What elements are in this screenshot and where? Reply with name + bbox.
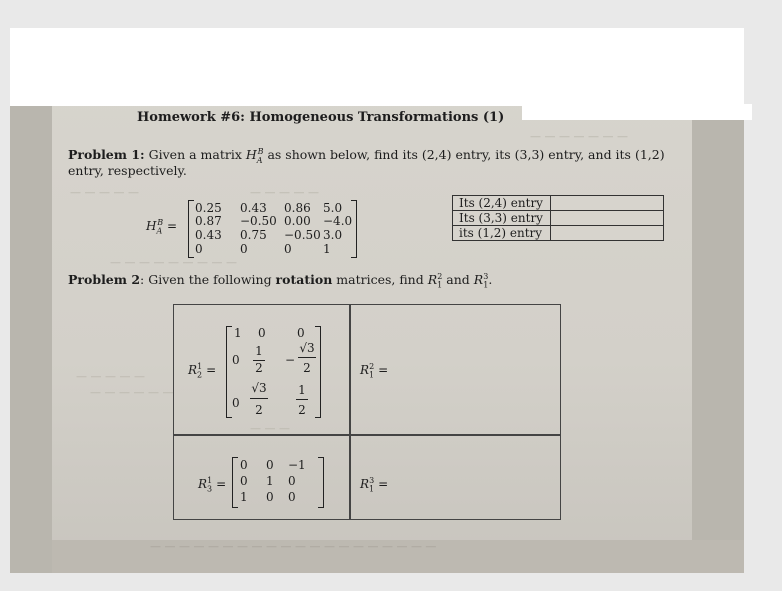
problem1-text-c: entry, respectively. — [68, 163, 187, 178]
r13-matrix-cell: −1 — [288, 458, 306, 472]
r21-symbol: R — [360, 363, 370, 377]
r13-matrix-cell: 1 — [266, 474, 274, 488]
problem1-statement — [68, 147, 665, 165]
problem1-text-b: as shown below, find its (2,4) entry, its (3,3) entry, and its (1,2) — [267, 147, 665, 163]
redaction-block-top — [10, 28, 744, 106]
r31-lhs — [360, 476, 388, 493]
problem2-text-b: matrices, find — [332, 272, 428, 288]
r21-lhs — [360, 362, 388, 379]
matrix-symbol: H — [245, 147, 257, 163]
answer-cell[interactable] — [551, 196, 664, 211]
h-matrix-cell: 0.00 — [284, 214, 311, 228]
r12-symbol: R — [188, 363, 198, 377]
r13-right-bracket — [318, 457, 324, 508]
h-matrix-cell: 0 — [195, 242, 203, 256]
matrix-lhs-sup: B — [157, 218, 164, 227]
r12-m23-sign: − — [285, 353, 296, 367]
r12-sup: 1 — [197, 362, 203, 371]
r12-m32-den: 2 — [255, 403, 263, 417]
r21-equals: = — [378, 363, 389, 377]
answer-row — [453, 196, 664, 211]
r13-matrix-cell: 0 — [288, 490, 296, 504]
bleed-text: — — — — — — — — [530, 130, 628, 143]
h-matrix-cell: −0.50 — [240, 214, 277, 228]
r13-sup: 1 — [207, 476, 213, 485]
h-matrix-cell: 0.75 — [240, 228, 267, 242]
matrix-lhs-sub: A — [156, 226, 163, 236]
bleed-text: — — — — — — [250, 186, 319, 199]
h-matrix-cell: −0.50 — [284, 228, 321, 242]
h-matrix-cell: 0.87 — [195, 214, 222, 228]
bleed-text: — — — — — — — [90, 386, 174, 399]
h-matrix-cell: 0.86 — [284, 201, 311, 215]
r12-m13: 0 — [297, 326, 305, 340]
matrix-lhs-symbol: H — [146, 219, 157, 233]
h-matrix-cell: 1 — [323, 242, 331, 256]
h-matrix-cell: 0.43 — [240, 201, 267, 215]
matrix-left-bracket — [188, 200, 194, 258]
r12-target-sup: 2 — [437, 272, 443, 281]
r12-m32-bar — [250, 398, 268, 399]
answer-cell[interactable] — [551, 226, 664, 241]
r12-m23-den: 2 — [303, 361, 311, 375]
r13-matrix-cell: 0 — [266, 458, 274, 472]
r12-m33-num: 1 — [298, 383, 306, 397]
matrix-right-bracket — [351, 200, 357, 258]
problem1-label: Problem 1: — [68, 147, 145, 163]
matrix-symbol-sup: B — [257, 147, 264, 156]
bleed-text: — — — — [250, 422, 290, 435]
r12-m23-bar — [298, 357, 316, 358]
r12-m31: 0 — [232, 396, 240, 410]
problem2-text-c: and — [442, 272, 474, 288]
r12-m32-num: √3 — [251, 381, 267, 395]
r12-m22-den: 2 — [255, 361, 263, 375]
r12-sub: 2 — [197, 370, 203, 380]
r13-lhs — [198, 476, 226, 493]
bleed-text: — — — — — — [76, 370, 145, 383]
h-matrix-cell: 0 — [284, 242, 292, 256]
h-matrix-cell: 0 — [240, 242, 248, 256]
r12-m33-den: 2 — [298, 403, 306, 417]
matrix-lhs — [146, 218, 177, 235]
r12-m33-bar — [296, 399, 308, 400]
h-matrix-cell: 0.25 — [195, 201, 222, 215]
problem1-text-a: Given a matrix — [148, 147, 242, 163]
r12-m11: 1 — [234, 326, 242, 340]
answer-table — [452, 195, 664, 241]
r31-symbol: R — [360, 477, 370, 491]
redaction-block-right — [522, 104, 752, 120]
r13-matrix-cell: 0 — [240, 458, 248, 472]
r13-matrix-cell: 0 — [240, 474, 248, 488]
problem2-statement — [68, 272, 492, 290]
r12-m23-num: √3 — [299, 341, 315, 355]
answer-row — [453, 211, 664, 226]
r13-matrix-cell: 0 — [288, 474, 296, 488]
r12-m12: 0 — [258, 326, 266, 340]
r13-sub: 3 — [207, 484, 213, 494]
answer-label: Its (2,4) entry — [453, 196, 551, 211]
h-matrix-cell: 0.43 — [195, 228, 222, 242]
matrix-symbol-sub: A — [256, 155, 263, 165]
r31-equals: = — [378, 477, 389, 491]
r12-lhs — [188, 362, 216, 379]
r13-target-sub: 1 — [483, 280, 489, 290]
r12-target-sub: 1 — [437, 280, 443, 290]
r31-sup: 3 — [369, 476, 375, 485]
answer-label: its (1,2) entry — [453, 226, 551, 241]
problem2-period: . — [488, 272, 493, 288]
r13-target-sup: 3 — [483, 272, 489, 281]
h-matrix-cell: 5.0 — [323, 201, 343, 215]
page-title: Homework #6: Homogeneous Transformations (1) — [137, 110, 505, 125]
bleed-text: — — — — — — — — — — — — — — — — — — — — — [150, 540, 437, 553]
r13-left-bracket — [232, 457, 238, 508]
h-matrix-cell: 3.0 — [323, 228, 343, 242]
problem2-text-a: : Given the following — [140, 272, 276, 288]
answer-row — [453, 226, 664, 241]
r13-matrix-cell: 0 — [266, 490, 274, 504]
answer-cell[interactable] — [551, 211, 664, 226]
r13-symbol: R — [198, 477, 208, 491]
r31-sub: 1 — [369, 484, 375, 494]
r12-m21: 0 — [232, 353, 240, 367]
bleed-text: — — — — — — [70, 186, 139, 199]
r12-m22-num: 1 — [255, 344, 263, 358]
r12-right-bracket — [315, 326, 321, 418]
r12-target-symbol: R — [427, 272, 438, 288]
r13-target-symbol: R — [473, 272, 484, 288]
r12-equals: = — [206, 363, 217, 377]
r21-sub: 1 — [369, 370, 375, 380]
r13-matrix-cell: 1 — [240, 490, 248, 504]
answer-label: Its (3,3) entry — [453, 211, 551, 226]
r13-equals: = — [216, 477, 227, 491]
h-matrix-cell: −4.0 — [323, 214, 353, 228]
problem2-bold-word: rotation — [275, 272, 333, 288]
matrix-equals: = — [166, 219, 178, 233]
problem2-label: Problem 2 — [68, 272, 141, 288]
bleed-text: — — — — — — — — — — [110, 256, 237, 269]
r21-sup: 2 — [369, 362, 375, 371]
